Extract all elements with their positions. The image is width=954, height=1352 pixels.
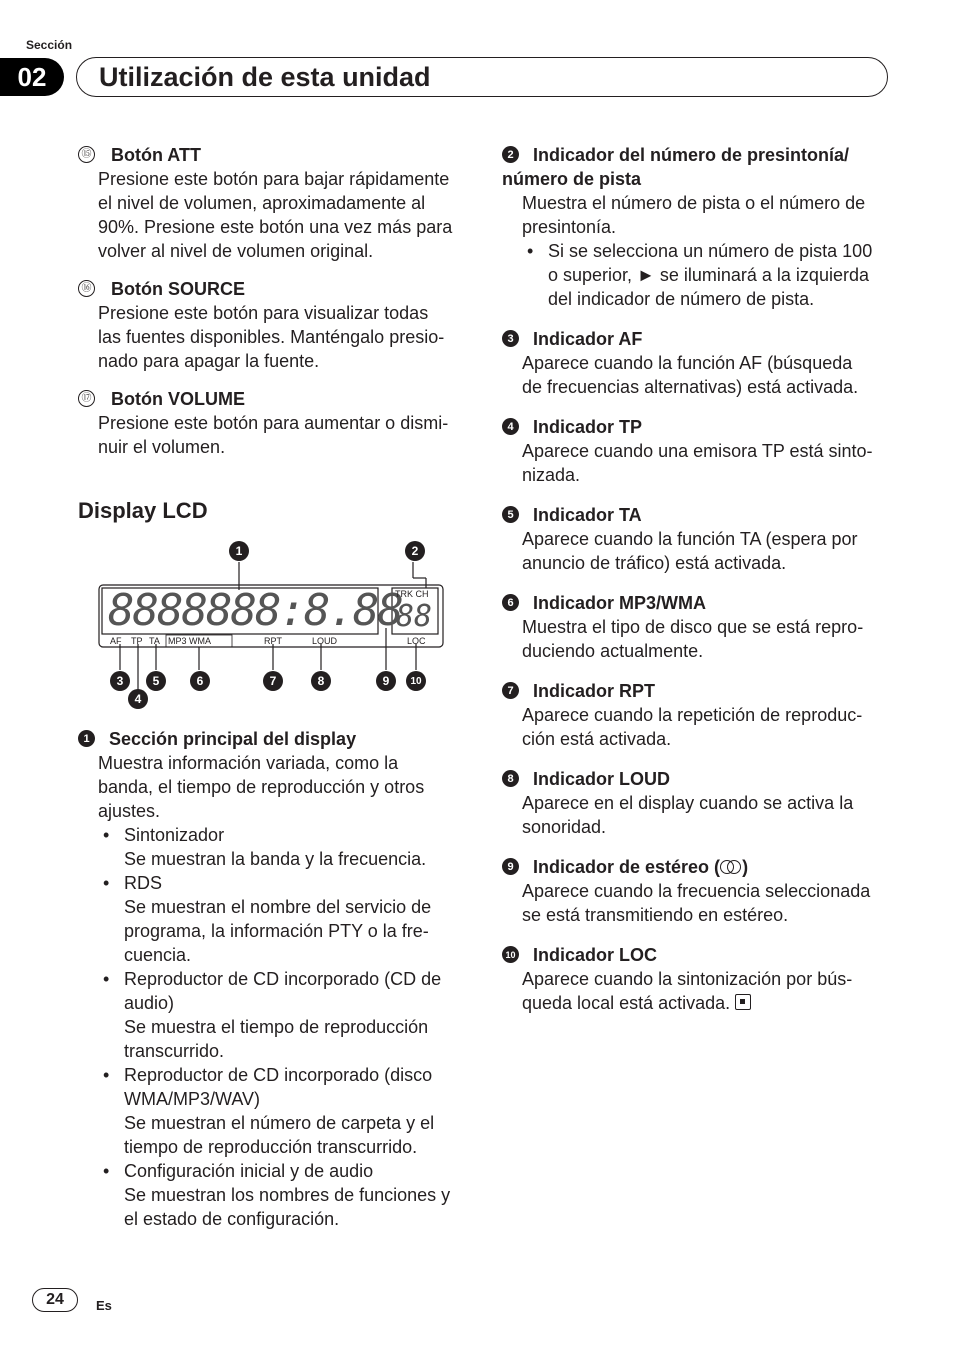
svg-text:8888888:8.88: 8888888:8.88 [108,585,402,636]
section-label: Sección [26,38,73,52]
bullet-line: o superior, ► se iluminará a la izquierda [548,265,869,285]
item-number: 6 [502,594,519,611]
body-line: Aparece cuando una emisora TP está sinto- [522,441,873,461]
svg-text:88: 88 [396,599,433,634]
callout-9: 9 [376,671,396,691]
item-number: 1 [78,730,95,747]
bullet-line: • Configuración inicial y de audio [124,1161,374,1181]
bullet-line: del indicador de número de pista. [548,289,815,309]
item-volume [78,387,468,459]
item-number: 7 [502,682,519,699]
item-source [78,277,468,373]
bullet-item [502,239,894,311]
item-title: Botón ATT [111,145,201,165]
body-line: ción está activada. [522,729,672,749]
bullet-line: Se muestra el tiempo de reproducción [124,1017,429,1037]
bullet-line: • Sintonizador [124,825,225,845]
bullet-line: transcurrido. [124,1041,225,1061]
body-line: anuncio de tráfico) está activada. [522,553,787,573]
end-mark-icon [735,994,751,1010]
bullet-line: el estado de configuración. [124,1209,340,1229]
body-line: Muestra información variada, como la [98,753,399,773]
callout-5: 5 [146,671,166,691]
body-line: Presione este botón para bajar rápidamente [98,169,450,189]
body-line: Aparece cuando la función TA (espera por [522,529,858,549]
callout-4: 4 [128,689,148,709]
callout-7: 7 [263,671,283,691]
page-title-text: Utilización de esta unidad [99,61,431,92]
language-code: Es [96,1298,112,1313]
bullet-line: programa, la información PTY o la fre- [124,921,429,941]
lcd-loc-label: LOC [407,636,426,646]
bullet-line: • Reproductor de CD incorporado (disco [124,1065,433,1085]
bullet-line: • Si se selecciona un número de pista 100 [548,241,873,261]
item-title: Indicador LOC [533,945,658,965]
item-title: Indicador TA [533,505,642,525]
item-title: Indicador TP [533,417,643,437]
bullet-line: cuencia. [124,945,192,965]
body-line: 90%. Presione este botón una vez más para [98,217,453,237]
item-af [502,327,894,399]
item-number: 2 [502,146,519,163]
item-att [78,143,468,263]
bullet-line: tiempo de reproducción transcurrido. [124,1137,418,1157]
item-rpt [502,679,894,751]
body-line: Aparece cuando la sintonización por bús- [522,969,853,989]
body-line: nizada. [522,465,581,485]
body-line: nuir el volumen. [98,437,226,457]
item-title: Indicador de estéreo ( [533,857,721,877]
body-line: Muestra el número de pista o el número de [522,193,866,213]
bullet-line: Se muestran el nombre del servicio de [124,897,432,917]
bullet-line: Se muestran el número de carpeta y el [124,1113,435,1133]
body-line: ajustes. [98,801,161,821]
item-title: Indicador AF [533,329,643,349]
item-title-end: ) [742,857,749,877]
body-line: queda local está activada. [522,993,731,1013]
bullet-item [78,871,468,967]
lcd-rpt-label: RPT [264,636,282,646]
stereo-icon [720,860,742,874]
body-line: Aparece cuando la frecuencia seleccionada [522,881,871,901]
item-number: 5 [502,506,519,523]
item-main-display [78,727,468,1231]
bullet-line: Se muestran la banda y la frecuencia. [124,849,427,869]
body-line: de frecuencias alternativas) está activada. [522,377,859,397]
item-title: Botón SOURCE [111,279,245,299]
body-line: se está transmitiendo en estéreo. [522,905,789,925]
item-mp3wma [502,591,894,663]
bullet-item [78,967,468,1063]
display-lcd-heading: Display LCD [78,498,208,523]
lcd-loud-label: LOUD [312,636,338,646]
item-number: ⑮ [78,146,95,163]
page-number: 24 [32,1288,78,1312]
lcd-diagram [96,540,456,715]
item-number: 4 [502,418,519,435]
item-number: 9 [502,858,519,875]
item-title: Sección principal del display [109,729,357,749]
item-preset-number [502,143,894,311]
bullet-line: WMA/MP3/WAV) [124,1089,260,1109]
lcd-af-label: AF [110,636,122,646]
body-line: Presione este botón para aumentar o dismi- [98,413,449,433]
bullet-line: • RDS [124,873,163,893]
page-title [76,57,888,97]
body-line: Muestra el tipo de disco que se está repro- [522,617,864,637]
callout-8: 8 [311,671,331,691]
body-line: Aparece cuando la función AF (búsqueda [522,353,853,373]
bullet-item [78,1159,468,1231]
callout-1: 1 [229,541,249,561]
item-title: Indicador LOUD [533,769,671,789]
lcd-trkch-label: TRK CH [395,589,429,599]
body-line: nado para apagar la fuente. [98,351,320,371]
lcd-tp-label: TP [131,636,143,646]
body-line: Presione este botón para visualizar todas [98,303,429,323]
callout-2: 2 [405,541,425,561]
left-column [78,143,468,459]
body-line: Aparece cuando la repetición de reproduc- [522,705,863,725]
body-line: banda, el tiempo de reproducción y otros [98,777,425,797]
item-title-cont: número de pista [502,169,642,189]
bullet-item [78,1063,468,1159]
body-line: el nivel de volumen, aproximadamente al [98,193,426,213]
bullet-line: Se muestran los nombres de funciones y [124,1185,451,1205]
bullet-line: audio) [124,993,175,1013]
bullet-line: • Reproductor de CD incorporado (CD de [124,969,442,989]
right-column [502,143,894,1015]
callout-10: 10 [406,671,426,691]
item-ta [502,503,894,575]
item-number: ⑯ [78,280,95,297]
body-line: sonoridad. [522,817,607,837]
item-stereo [502,855,894,927]
item-number: 8 [502,770,519,787]
item-number: 3 [502,330,519,347]
body-line: presintonía. [522,217,617,237]
item-number: ⑰ [78,390,95,407]
callout-6: 6 [190,671,210,691]
lcd-mp3wma-label: MP3 WMA [168,636,212,646]
item-title: Indicador del número de presintonía/ [533,145,850,165]
callout-3: 3 [110,671,130,691]
lcd-ta-label: TA [149,636,160,646]
item-number: 10 [502,946,519,963]
body-line: Aparece en el display cuando se activa la [522,793,854,813]
section-number-badge: 02 [0,58,64,96]
body-line: duciendo actualmente. [522,641,704,661]
item-loc [502,943,894,1015]
item-tp [502,415,894,487]
body-line: las fuentes disponibles. Manténgalo presio- [98,327,445,347]
body-line: volver al nivel de volumen original. [98,241,374,261]
item-loud [502,767,894,839]
item-title: Botón VOLUME [111,389,245,409]
bullet-item [78,823,468,871]
item-title: Indicador MP3/WMA [533,593,707,613]
item-title: Indicador RPT [533,681,656,701]
